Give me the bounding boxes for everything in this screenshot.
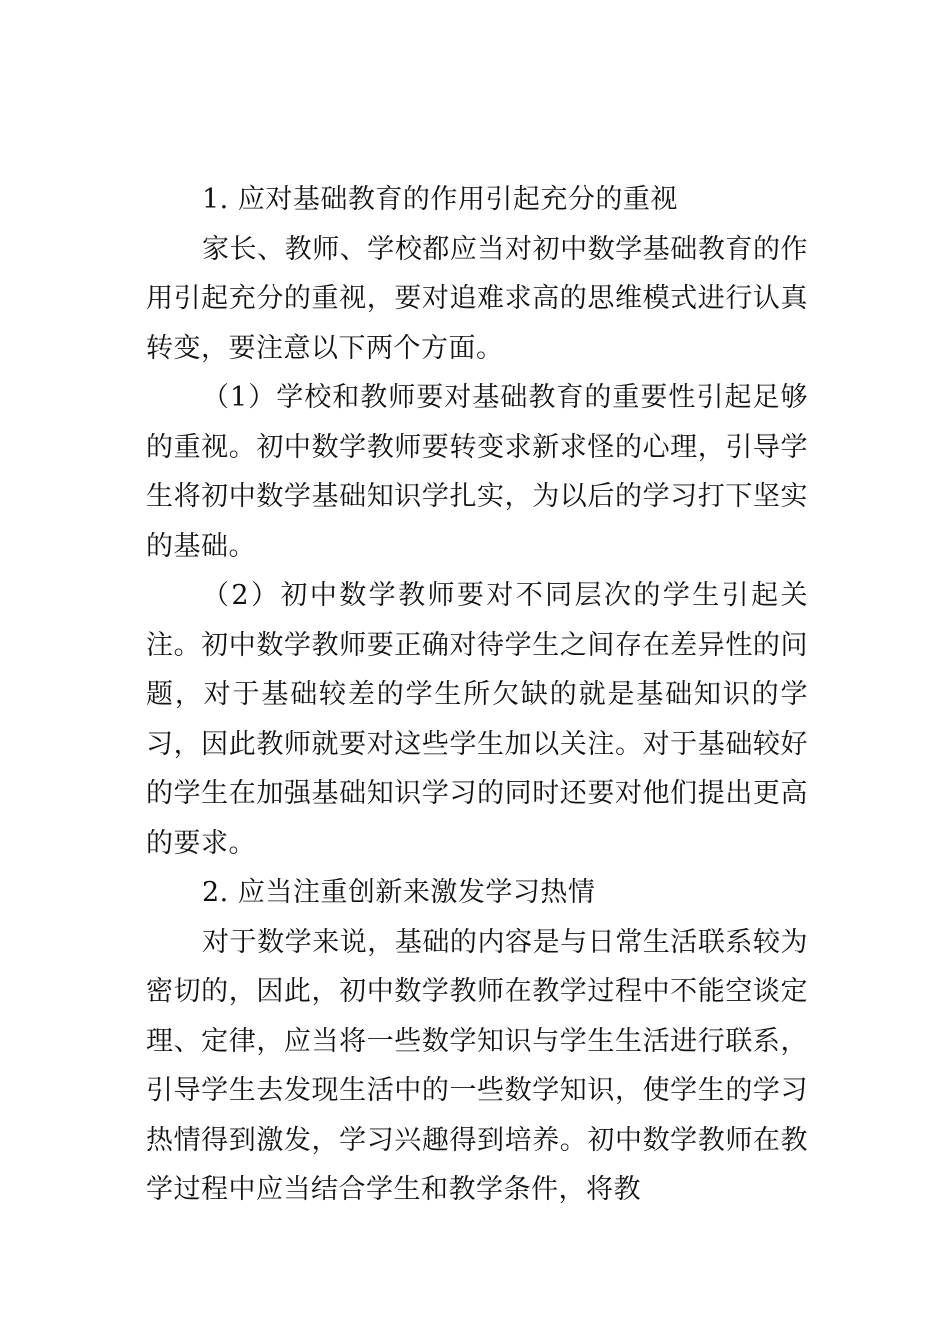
paragraph-innovation: 对于数学来说，基础的内容是与日常生活联系较为密切的，因此，初中数学教师在教学过程中不能空谈定理、定律，应当将一些数学知识与学生生活进行联系，引导学生去发现生活中的一些数学知识，使学生的学习热情得到激发，学习兴趣得到培养。初中数学教师在教学过程中应当结合学生和教学条件，将教 [146,926,808,1205]
section-heading-1: 1. 应对基础教育的作用引起充分的重视 [202,184,678,215]
section-heading-2: 2. 应当注重创新来激发学习热情 [202,877,596,908]
paragraph-point-2: （2）初中数学教师要对不同层次的学生引起关注。初中数学教师要正确对待学生之间存在差异性的问题，对于基础较差的学生所欠缺的就是基础知识的学习，因此教师就要对这些学生加以关注。对于基础较好的学生在加强基础知识学习的同时还要对他们提出更高的要求。 [146,580,808,859]
document-body [146,175,808,1215]
paragraph-point-1: （1）学校和教师要对基础教育的重要性引起足够的重视。初中数学教师要转变求新求怪的心理，引导学生将初中数学基础知识学扎实，为以后的学习打下坚实的基础。 [146,382,808,562]
paragraph-intro: 家长、教师、学校都应当对初中数学基础教育的作用引起充分的重视，要对追难求高的思维模式进行认真转变，要注意以下两个方面。 [146,233,808,364]
